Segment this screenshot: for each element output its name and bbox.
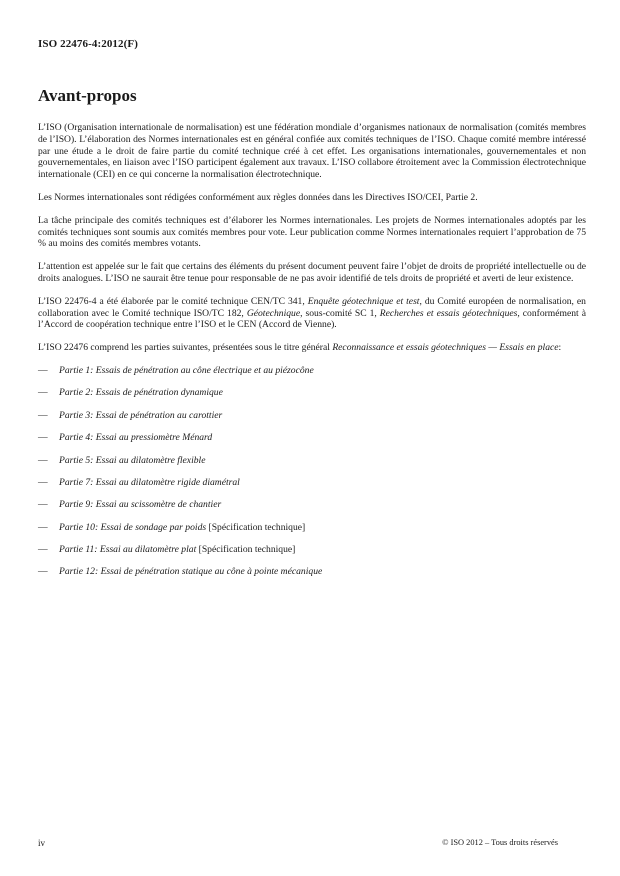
- part-note: [Spécification technique]: [206, 521, 306, 533]
- part-title: Partie 2: Essais de pénétration dynamique: [59, 387, 223, 399]
- list-item: [38, 432, 586, 444]
- parts-list: [38, 365, 586, 578]
- part-title: Partie 10: Essai de sondage par poids: [59, 521, 207, 533]
- parts-intro-text: L’ISO 22476 comprend les parties suivantes, présentées sous le titre général: [38, 342, 333, 354]
- paragraph-patent-rights: L’attention est appelée sur le fait que certains des éléments du présent document peuvent faire l’objet de droits de propriété intellectuelle ou de droits analogues. L’ISO ne saurait être tenue pour responsable de ne pas avoir identifié de tels droits de propriété et averti de leur existence.: [38, 261, 586, 284]
- paragraph-iso-intro: L’ISO (Organisation internationale de normalisation) est une fédération mondiale d’organismes nationaux de normalisation (comités membres de l’ISO). L’élaboration des Normes internationales est en général confiée aux comités techniques de l’ISO. Chaque comité membre intéressé par une étude a le droit de faire partie du comité technique créé à cet effet. Les organisations internationales, gouvernementales et non gouvernementales, en liaison avec l’ISO participent également aux travaux. L’ISO collabore étroitement avec la Commission électrotechnique internationale (CEI) en ce qui concerne la normalisation électrotechnique.: [38, 122, 586, 181]
- parts-intro-colon: :: [558, 342, 562, 354]
- preparation-text-1: L’ISO 22476-4 a été élaborée par le comité technique CEN/TC 341,: [38, 295, 308, 307]
- list-item: [38, 477, 586, 489]
- page-number: iv: [38, 838, 46, 848]
- list-item: [38, 387, 586, 399]
- document-id: ISO 22476-4:2012(F): [38, 38, 138, 50]
- part-title: Partie 11: Essai au dilatomètre plat: [59, 544, 197, 556]
- list-dash: —: [38, 499, 48, 511]
- paragraph-parts-intro: [38, 342, 586, 354]
- part-note: [Spécification technique]: [196, 544, 296, 556]
- list-item: [38, 544, 586, 556]
- paragraph-directives: Les Normes internationales sont rédigées conformément aux règles données dans les Directives ISO/CEI, Partie 2.: [38, 191, 478, 203]
- paragraph-technical-committees: La tâche principale des comités techniques est d’élaborer les Normes internationales. Les projets de Normes internationales adoptés par les comités techniques sont soumis aux comités membres pour vote. Leur publication comme Normes internationales requiert l’approbation de 75 % au moins des comités membres votants.: [38, 214, 586, 250]
- list-dash: —: [38, 476, 48, 488]
- copyright-notice: © ISO 2012 – Tous droits réservés: [442, 838, 558, 847]
- list-dash: —: [38, 432, 48, 444]
- part-title: Partie 9: Essai au scissomètre de chantier: [59, 499, 222, 511]
- list-item: [38, 455, 586, 467]
- parts-general-title: Reconnaissance et essais géotechniques — Essais en place: [332, 342, 559, 354]
- list-item: [38, 566, 586, 578]
- list-dash: —: [38, 566, 48, 578]
- preparation-text-3: , sous-comité SC 1,: [300, 307, 380, 319]
- list-item: [38, 365, 586, 377]
- preparation-sc-title: Recherches et essais géotechniques: [379, 307, 518, 319]
- list-dash: —: [38, 544, 48, 556]
- list-dash: —: [38, 409, 48, 421]
- list-dash: —: [38, 364, 48, 376]
- preparation-text-4: , conformément à l’Accord de coopération technique entre l’ISO et le CEN (Accord de Vienne).: [38, 307, 586, 331]
- paragraph-preparation: [38, 296, 586, 331]
- part-title: Partie 7: Essai au dilatomètre rigide diamétral: [59, 476, 240, 488]
- preparation-text-2: , du Comité européen de normalisation, en collaboration avec le Comité technique ISO/TC 182,: [38, 295, 586, 319]
- list-item: [38, 522, 586, 534]
- list-item: [38, 499, 586, 511]
- list-item: [38, 410, 586, 422]
- part-title: Partie 5: Essai au dilatomètre flexible: [59, 454, 206, 466]
- list-dash: —: [38, 387, 48, 399]
- part-title: Partie 12: Essai de pénétration statique au cône à pointe mécanique: [59, 566, 323, 578]
- part-title: Partie 4: Essai au pressiomètre Ménard: [59, 432, 213, 444]
- list-dash: —: [38, 454, 48, 466]
- page-title: Avant-propos: [38, 86, 137, 105]
- part-title: Partie 1: Essais de pénétration au cône électrique et au piézocône: [59, 364, 314, 376]
- part-title: Partie 3: Essai de pénétration au carottier: [59, 409, 223, 421]
- preparation-tc-title: Géotechnique: [246, 307, 301, 319]
- document-body: [38, 122, 586, 589]
- preparation-committee-title: Enquête géotechnique et test: [307, 295, 420, 307]
- list-dash: —: [38, 521, 48, 533]
